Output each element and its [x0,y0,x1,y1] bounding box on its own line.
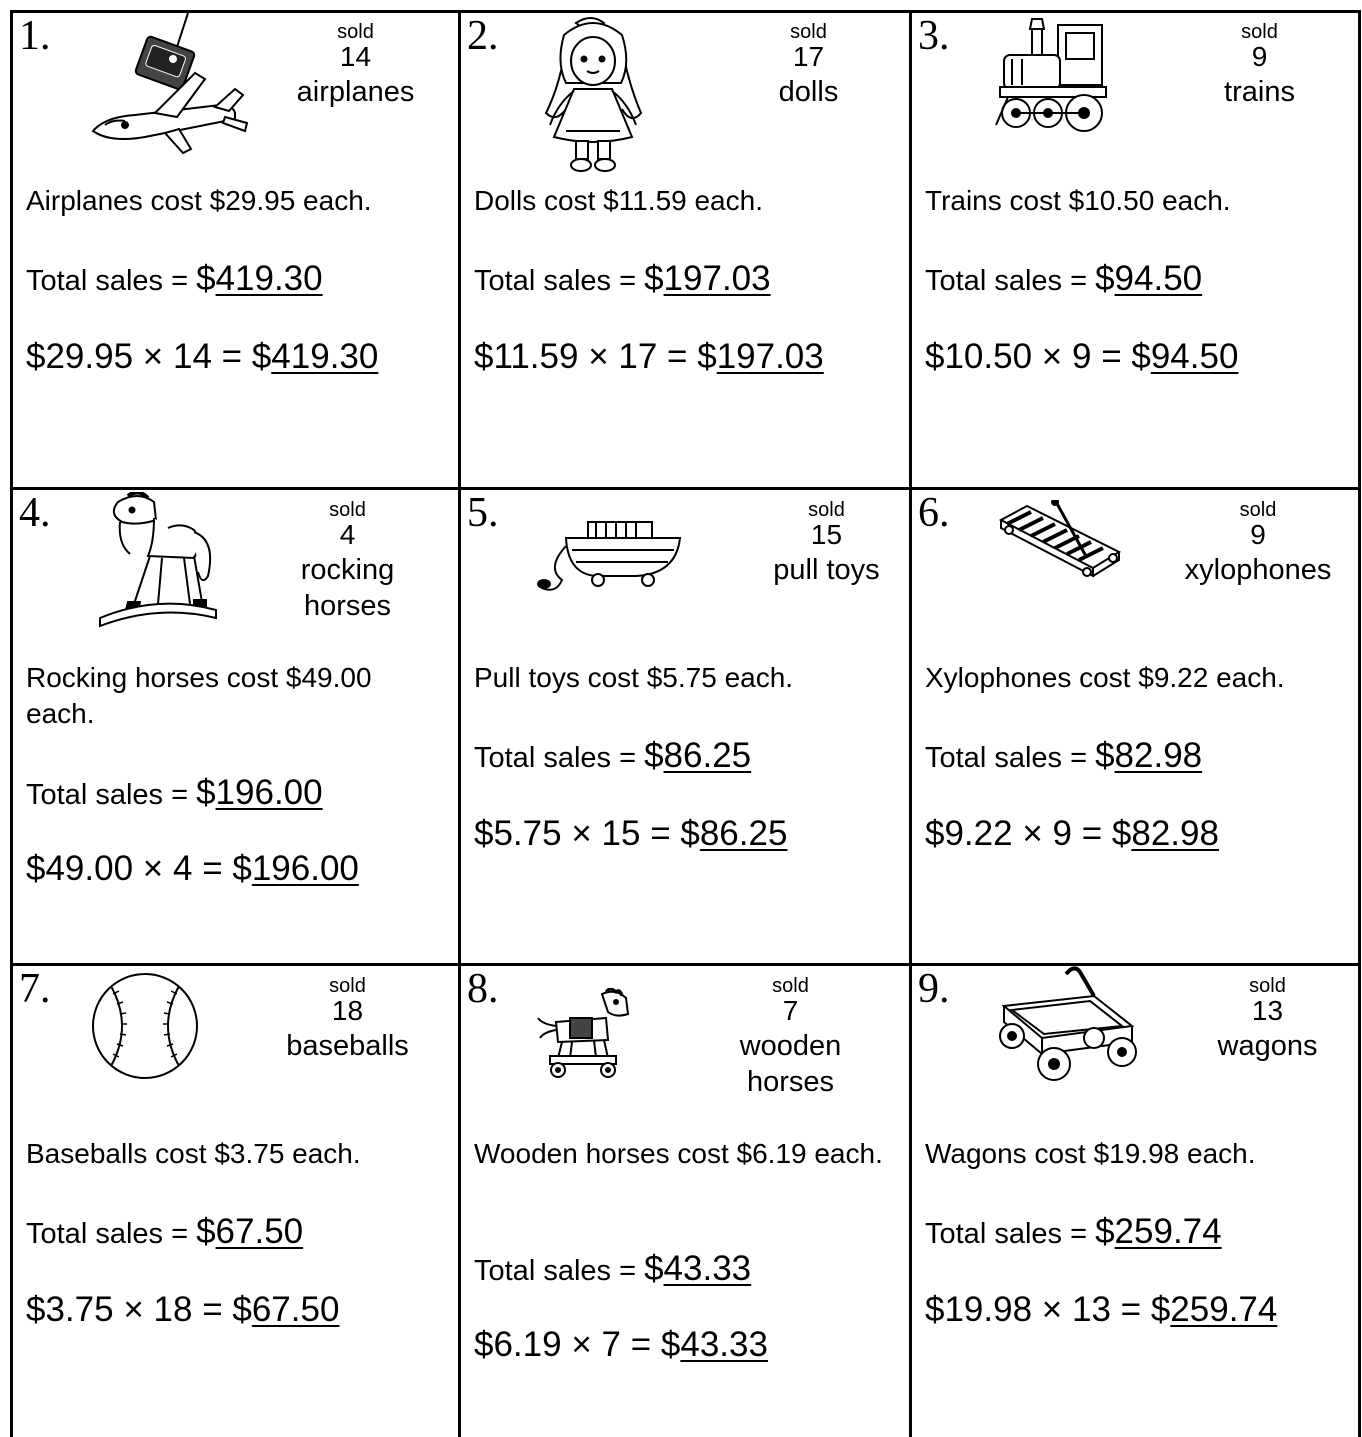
sold-item: airplanes [296,76,415,108]
sold-item: baseballs [286,1030,409,1062]
problem-number: 6. [918,490,950,536]
times-sign: × [142,849,164,888]
cost-statement: Airplanes cost $29.95 each. [26,185,372,216]
total-sales [925,259,1202,299]
times-sign: × [588,337,609,376]
multiplication-equation [474,1325,768,1365]
cost-statement: Xylophones cost $9.22 each. [925,662,1285,693]
problem-cell-8 [461,966,909,1437]
problem-cell-9 [912,966,1358,1437]
sold-quantity: 14 [339,41,372,72]
eq-quantity: 13 [1071,1290,1111,1329]
problem-cell-7 [13,966,458,1437]
total-sales-answer: 43.33 [663,1249,752,1288]
sold-info [736,22,881,110]
problem-number: 9. [918,966,950,1012]
sold-label: sold [790,21,827,43]
total-sales-label: Total sales = [26,1218,197,1250]
problem-number: 8. [467,966,499,1012]
total-dollar-sign: $ [644,1249,664,1288]
times-sign: × [123,1290,144,1329]
problem-cell-3 [912,13,1358,487]
eq-result: 82.98 [1131,814,1219,853]
eq-result: 86.25 [699,814,788,853]
times-sign: × [1041,337,1063,376]
wooden-horse-icon [536,988,636,1080]
doll-icon [536,13,651,173]
times-sign: × [571,814,592,853]
total-sales [474,736,751,776]
worksheet [10,10,1361,1437]
eq-quantity: 9 [1071,337,1092,376]
total-sales [26,259,323,299]
problem-cell-6 [912,490,1358,963]
eq-price: $19.98 [925,1290,1033,1329]
eq-equals: = $ [1120,1290,1171,1329]
eq-result: 197.03 [716,337,824,376]
times-sign: × [1022,814,1043,853]
sold-item: dolls [778,76,839,108]
total-sales [26,1212,303,1252]
total-sales-label: Total sales = [925,742,1096,774]
pull-toy-ark-icon [536,518,688,598]
sold-item: trains [1224,76,1295,108]
eq-result: 94.50 [1150,337,1239,376]
eq-equals: = $ [630,1325,681,1364]
sold-info [283,22,428,110]
sold-item: wooden [739,1030,842,1062]
sold-label: sold [329,499,366,521]
eq-price: $6.19 [474,1325,562,1364]
total-dollar-sign: $ [196,259,216,298]
sold-label: sold [1241,21,1278,43]
sold-label: sold [1239,499,1277,521]
sold-info [718,976,863,1100]
eq-equals: = $ [650,814,700,853]
total-sales-answer: 86.25 [663,736,752,775]
total-dollar-sign: $ [196,1212,216,1251]
eq-quantity: 14 [172,337,212,376]
eq-result: 259.74 [1170,1290,1278,1329]
problem-number: 2. [467,13,499,59]
sold-item: pull toys [773,554,880,586]
multiplication-equation [26,849,359,889]
eq-result: 196.00 [251,849,359,888]
total-sales [925,736,1202,776]
eq-quantity: 4 [172,849,193,888]
airplane-remote-icon [85,13,250,161]
problem-cell-1 [13,13,458,487]
total-sales-label: Total sales = [474,265,645,297]
multiplication-equation [26,1290,339,1330]
sold-quantity: 9 [1251,41,1268,72]
total-dollar-sign: $ [1095,259,1115,298]
total-sales-answer: 82.98 [1114,736,1203,775]
sold-label: sold [808,499,845,521]
sold-item: wagons [1217,1030,1318,1062]
multiplication-equation [474,337,824,377]
cost-statement: Rocking horses cost $49.00 each. [26,662,372,729]
times-sign: × [142,337,164,376]
total-sales-label: Total sales = [925,265,1096,297]
sold-item: horses [746,1066,835,1098]
rocking-horse-icon [98,492,218,640]
multiplication-equation [925,337,1238,377]
sold-quantity: 4 [339,519,356,550]
total-sales-answer: 197.03 [663,259,771,298]
sold-quantity: 17 [792,41,825,72]
eq-quantity: 15 [601,814,641,853]
sold-quantity: 13 [1251,995,1284,1026]
sold-quantity: 9 [1250,519,1266,550]
total-sales-answer: 94.50 [1114,259,1203,298]
multiplication-equation [474,814,787,854]
times-sign: × [571,1325,592,1364]
total-dollar-sign: $ [644,259,664,298]
cost-statement: Baseballs cost $3.75 each. [26,1138,361,1169]
sold-info [1195,976,1340,1064]
eq-price: $9.22 [925,814,1013,853]
baseball-icon [89,970,201,1082]
total-sales-answer: 419.30 [215,259,323,298]
eq-equals: = $ [1101,337,1151,376]
eq-result: 43.33 [680,1325,768,1364]
eq-price: $10.50 [925,337,1033,376]
eq-result: 419.30 [271,337,379,376]
total-sales [474,1249,751,1289]
sold-info [275,976,420,1064]
problem-number: 4. [19,490,51,536]
total-dollar-sign: $ [196,773,216,812]
total-sales [26,773,323,813]
eq-price: $5.75 [474,814,562,853]
eq-price: $11.59 [474,337,579,376]
xylophone-icon [997,500,1122,585]
grid-border-right [1358,10,1361,1437]
total-sales-answer: 67.50 [215,1212,304,1251]
problem-cell-4 [13,490,458,963]
sold-item: horses [303,590,392,622]
sold-quantity: 15 [810,519,843,550]
sold-quantity: 7 [782,995,799,1026]
total-sales-label: Total sales = [474,1255,645,1287]
total-dollar-sign: $ [1095,736,1115,775]
eq-equals: = $ [667,337,717,376]
sold-label: sold [772,975,809,997]
sold-info [275,500,420,624]
multiplication-equation [925,814,1219,854]
total-dollar-sign: $ [1095,1212,1115,1251]
multiplication-equation [26,337,378,377]
sold-label: sold [337,21,374,43]
eq-quantity: 9 [1052,814,1072,853]
total-sales-answer: 196.00 [215,773,323,812]
total-sales-label: Total sales = [26,779,197,811]
cost-statement: Wagons cost $19.98 each. [925,1138,1256,1169]
multiplication-equation [925,1290,1277,1330]
problem-number: 3. [918,13,950,59]
problem-number: 1. [19,13,51,59]
times-sign: × [1041,1290,1063,1329]
eq-price: $29.95 [26,337,134,376]
eq-quantity: 18 [153,1290,193,1329]
total-dollar-sign: $ [644,736,664,775]
total-sales [474,259,771,299]
sold-info [1178,500,1338,588]
eq-price: $49.00 [26,849,134,888]
eq-equals: = $ [1081,814,1132,853]
total-sales-answer: 259.74 [1114,1212,1222,1251]
eq-equals: = $ [202,1290,252,1329]
eq-price: $3.75 [26,1290,114,1329]
train-icon [994,15,1114,133]
problem-cell-2 [461,13,909,487]
sold-item: rocking [300,554,395,586]
sold-label: sold [1249,975,1286,997]
total-sales-label: Total sales = [26,265,197,297]
wagon-icon [994,966,1142,1084]
eq-equals: = $ [221,337,272,376]
eq-result: 67.50 [251,1290,340,1329]
sold-label: sold [329,975,366,997]
cost-statement: Dolls cost $11.59 each. [474,185,763,216]
eq-quantity: 7 [601,1325,621,1364]
cost-statement: Trains cost $10.50 each. [925,185,1231,216]
total-sales [925,1212,1222,1252]
total-sales-label: Total sales = [474,742,645,774]
eq-equals: = $ [202,849,252,888]
sold-item: xylophones [1184,554,1332,586]
cost-statement: Wooden horses cost $6.19 each. [474,1138,883,1169]
eq-quantity: 17 [618,337,658,376]
sold-info [1187,22,1332,110]
sold-quantity: 18 [331,995,364,1026]
cost-statement: Pull toys cost $5.75 each. [474,662,794,693]
problem-cell-5 [461,490,909,963]
problem-number: 5. [467,490,499,536]
sold-info [754,500,899,588]
problem-number: 7. [19,966,51,1012]
total-sales-label: Total sales = [925,1218,1096,1250]
